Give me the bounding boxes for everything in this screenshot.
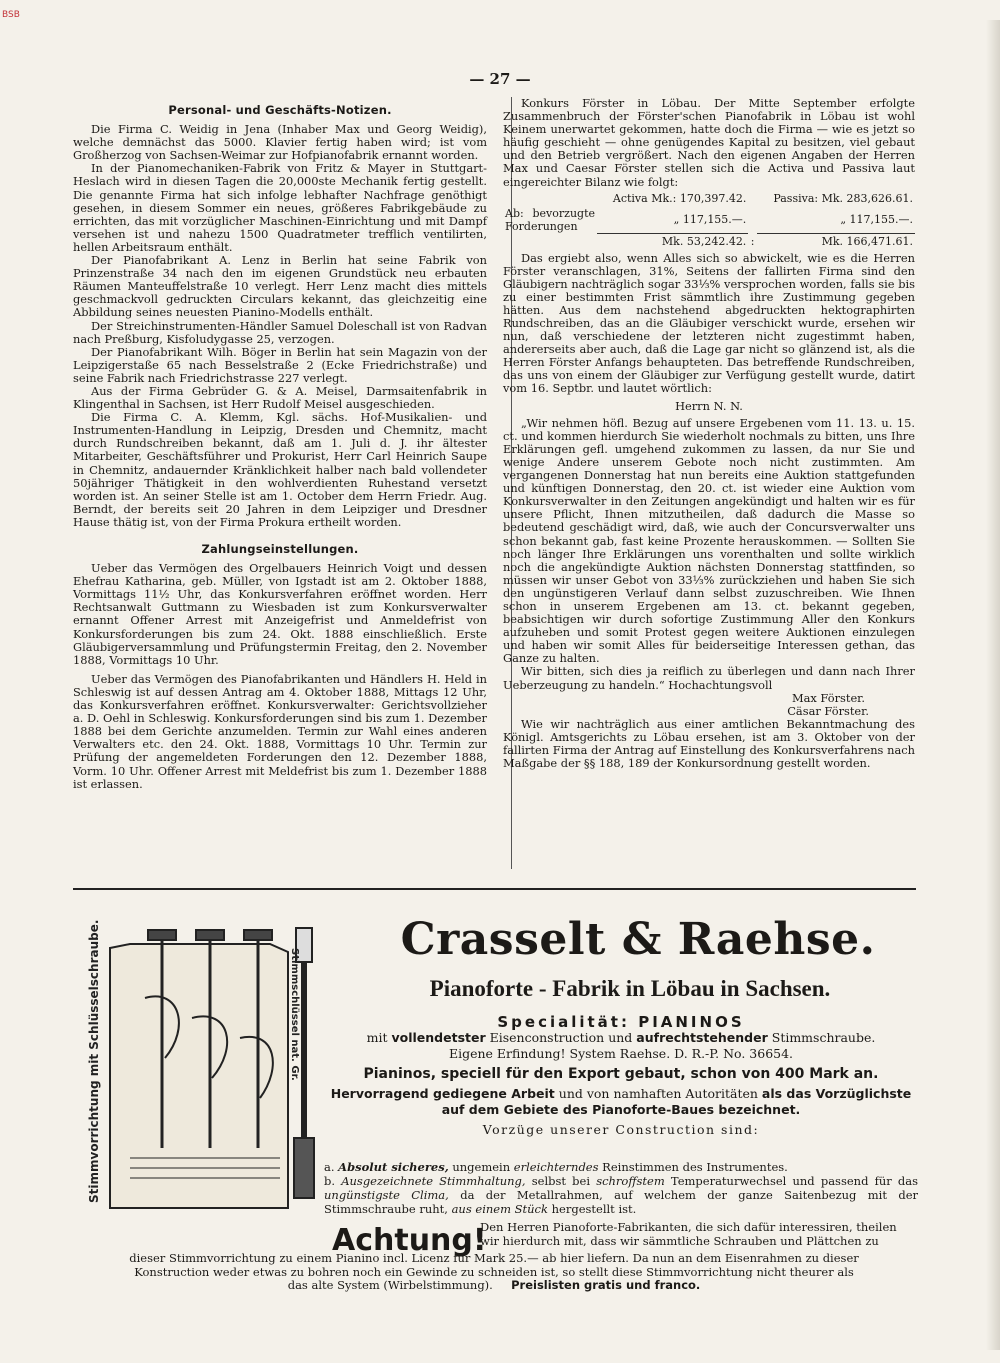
adv-b-em4: aus einem Stück [451, 1202, 548, 1216]
passiva-label: Passiva: [773, 191, 819, 205]
advantages-list [324, 1160, 918, 1216]
signature-caesar: Cäsar Förster. [787, 703, 869, 718]
result-activa: Mk. 53,242.42. [661, 235, 747, 249]
result-passiva: Mk. 166,471.61. [821, 235, 913, 249]
construction-line [324, 1030, 918, 1046]
footer-line-1: dieser Stimmvorrichtung zu einem Pianino incl. Licenz für Mark 25.— ab hier liefern. Da nun an dem Eisenrahmen zu dieser [129, 1251, 859, 1265]
article-paragraph: Die Firma C. Weidig in Jena (Inhaber Max und Georg Weidig), welche demnächst das 5000. Klavier fertig haben wird; ist vom Großherzog von Sachsen-Weimar zur Hofpianofabrik ernannt worden. [73, 122, 487, 163]
l1c: Eisenconstruction und [489, 1030, 633, 1045]
adv-a-em2: erleichterndes [513, 1160, 599, 1174]
ab-passiva: „ 117,155.—. [757, 206, 915, 234]
passiva-value: Mk. 283,626.61. [821, 191, 913, 205]
l4b: und von namhaften Autoritäten [558, 1086, 758, 1101]
advantage-b [324, 1174, 918, 1216]
adv-b-rest: Temperaturwechsel und passend für das [670, 1174, 919, 1188]
ab-label: Ab: bevorzugte Forderungen [505, 206, 595, 233]
signature-max: Max Förster. [791, 690, 865, 705]
export-line: Pianinos, speciell für den Export gebaut, schon von 400 Mark an. [363, 1066, 879, 1082]
l4a: Hervorragend gediegene Arbeit [330, 1086, 555, 1101]
l1d: aufrechtstehender [636, 1030, 768, 1045]
footer-line-3b: Preislisten gratis und franco. [511, 1278, 701, 1292]
article-paragraph: Der Pianofabrikant A. Lenz in Berlin hat seine Fabrik von Prinzenstraße 34 nach den im eigenen Grundstück neu erbauten Räumen Manteuffelstraße 10 verlegt. Herr Lenz macht dies mittels geschmackvoll gedruckten Circulars kekannt, das gleichzeitig eine Abbildung seines neuesten Pianino-Modells enthält. [73, 253, 487, 320]
ad-lines [324, 1014, 918, 1138]
tuning-mechanism-illustration [70, 908, 316, 1218]
article-paragraph: Der Streichinstrumenten-Händler Samuel Doleschall ist von Radvan nach Preßburg, Kisfoludygasse 25, verzogen. [73, 318, 487, 346]
footer-line-3 [70, 1279, 918, 1293]
adv-b-mid: selbst bei [531, 1174, 591, 1188]
adv-b-em3: ungünstigste Clima, [324, 1188, 449, 1202]
konkurs-intro: Konkurs Förster in Löbau. Der Mitte September erfolgte Zusammenbruch der Förster'schen Pianofabrik in Löbau ist wohl Keinem unerwartet gekommen, hatte doch die Firma — wie es jetzt so häufig geschieht — ohne genügendes Kapital zu besitzen, viel gebaut und den Betrieb vergrößert. Nach den eigenen Angaben der Herren Max und Caesar Förster stellen sich die Activa und Passiva laut eingereichter Bilanz wie folgt: [503, 96, 915, 189]
adv-b-label: b. [324, 1174, 336, 1188]
article-paragraph: In der Pianomechaniken-Fabrik von Fritz & Mayer in Stuttgart-Heslach wird in diesen Tagen die 20,000ste Mechanik fertig gestellt. Die genannte Firma hat sich infolge lebhafter Nachfrage genöthigt gesehen, in diesem Sommer ein neues, größeres Fabrikgebäude zu errichten, das mit vorzüglicher Maschinen-Einrichtung und mit Dampf versehen ist und nahezu 1500 Quadratmeter trefflich ventilirten, hellen Arbeitsraum enthält. [73, 161, 487, 254]
advantages-heading: Vorzüge unserer Construction sind: [482, 1122, 760, 1137]
l4c: als das Vorzüglichste [761, 1086, 912, 1101]
page-edge-shadow [986, 20, 1000, 1350]
adv-b-rest3: hergestellt ist. [551, 1202, 637, 1216]
result-colon: : [750, 235, 755, 249]
balance-table [503, 191, 915, 250]
l1a: mit [366, 1030, 388, 1045]
section-heading-zahlung: Zahlungseinstellungen. [201, 542, 359, 556]
letter-body: „Wir nehmen höfl. Bezug auf unsere Ergebenen vom 11. 13. u. 15. ct. und kommen hierdurch Sie wiederholt nochmals zu bitten, uns Ihre Erklärungen gefl. umgehend zukommen zu lassen, da nur Sie und wenige Andere unserem Gebote noch nicht zustimmten. Am vergangenen Donnerstag hat nun bereits eine Auktion stattgefunden und künftigen Donnerstag, den 20. ct. ist wieder eine Auktion vom Konkursverwalter in den Zeitungen angekündigt und halten wir es für unsere Pflicht, Ihnen mitzutheilen, daß dadurch die Masse so bedeutend geschädigt wird, daß, wie auch der Concursverwalter uns schon bekannt gab, fast keine Prozente herauskommen. — Sollten Sie noch länger Ihre Erklärungen uns vorenthalten und sollte wirklich noch die angekündigte Auktion nächsten Donnerstag stattfinden, so müssen wir unser Gebot von 33⅓% zurückziehen und haben Sie sich den ungünstigeren Verlauf dann selbst zuzuschreiben. Wie Ihnen schon in unserem Ergebenen am 13. ct. bekannt gegeben, beabsichtigen wir durch sofortige Zustimmung Aller den Konkurs aufzuheben und somit Protest gegen weitere Auktionen einzulegen und haben wir somit Alles für beiderseitige Interessen gethan, das Ganze zu halten. [503, 415, 915, 666]
adv-a-em: Absolut sicheres, [338, 1160, 449, 1174]
section-heading-personal: Personal- und Geschäfts-Notizen. [168, 103, 392, 117]
konkurs-outro: Wie wir nachträglich aus einer amtlichen Bekanntmachung des Königl. Amtsgerichts zu Löbau ersehen, ist am 3. Oktober von der fallirten Firma der Antrag auf Einstellung des Konkursverfahrens nach Maßgabe der §§ 188, 189 der Konkursordnung gestellt worden. [503, 716, 915, 771]
page-number: — 27 — [469, 70, 531, 88]
adv-b-em2: schroffstem [596, 1174, 665, 1188]
ad-footer [70, 1252, 918, 1293]
quality-line-2: auf dem Gebiete des Pianoforte-Baues bezeichnet. [441, 1102, 801, 1117]
letter-salutation: Herrn N. N. [675, 398, 743, 413]
letter-close: Wir bitten, sich dies ja reiflich zu überlegen und dann nach Ihrer Ueberzeugung zu handeln.“ Hochachtungsvoll [503, 664, 915, 692]
article-paragraph: Die Firma C. A. Klemm, Kgl. sächs. Hof-Musikalien- und Instrumenten-Handlung in Leipzig, Dresden und Chemnitz, macht durch Rundschreiben bekannt, daß am 1. Juli d. J. ihr ältester Mitarbeiter, Geschäftsführer und Prokurist, Herr Carl Heinrich Saupe in Chemnitz, andauernder Kränklichkeit halber nach bald vollendeter 50jähriger Thätigkeit in den wohlverdienten Ruhestand versetzt worden ist. An seiner Stelle ist am 1. October dem Herrn Friedr. Aug. Berndt, der bereits seit 20 Jahren in dem Leipziger und Dresdner Hause thätig ist, von der Firma Prokura ertheilt worden. [73, 410, 487, 529]
factory-subtitle: Pianoforte - Fabrik in Löbau in Sachsen. [429, 976, 831, 1001]
ab-activa: „ 117,155.—. [597, 206, 748, 234]
achtung-text: Den Herren Pianoforte-Fabrikanten, die sich dafür interessiren, theilen wir hierdurch mit, dass wir sämmtliche Schrauben und Plättchen zu [480, 1220, 897, 1248]
left-column [73, 100, 487, 791]
konkurs-analysis: Das ergiebt also, wenn Alles sich so abwickelt, wie es die Herren Förster veranschlagen, 31%, Seitens der fallirten Firma sind den Gläubigern nachträglich sogar 33⅓% versprochen worden, falls sie bis zu einer bestimmten Frist sämmtlich ihre Zustimmung gegeben hätten. Aus dem nachstehend abgedruckten hektographirten Rundschreiben, das an die Gläubiger verschickt wurde, ersehen wir nun, daß verschiedene der letzteren nicht zugestimmt haben, andererseits aber auch, daß die Lage gar nicht so glänzend ist, als die Herren Förster Anfangs behaupteten. Das betreffende Rundschreiben, das uns von einem der Gläubiger zur Verfügung gestellt wurde, datirt vom 16. Septbr. und lautet wörtlich: [503, 250, 915, 396]
achtung-heading: Achtung! [332, 1223, 487, 1258]
footer-line-2: Konstruction weder etwas zu bohren noch ein Gewinde zu schneiden ist, so stellt diese Stimmvorrichtung nicht theurer als [134, 1264, 854, 1279]
illustration-label-right: Stimmschlüssel nat. Gr. [289, 948, 300, 1081]
l1e: Stimmschraube. [771, 1030, 876, 1045]
quality-line [324, 1086, 918, 1102]
illustration-label-left: Stimmvorrichtung mit Schlüsselschraube. [87, 919, 101, 1203]
adv-b-em: Ausgezeichnete Stimmhaltung, [341, 1174, 526, 1188]
l1b: vollendetster [391, 1030, 486, 1045]
advertisement-rule [73, 888, 916, 890]
activa-label: Activa [612, 191, 648, 205]
footer-line-3a: das alte System (Wirbelstimmung). [287, 1278, 493, 1292]
advantage-a [324, 1160, 918, 1174]
article-paragraph: Aus der Firma Gebrüder G. & A. Meisel, Darmsaitenfabrik in Klingenthal in Sachsen, ist Herr Rudolf Meisel ausgeschieden. [73, 383, 487, 412]
adv-a-label: a. [324, 1160, 335, 1174]
library-watermark: BSB [2, 10, 20, 20]
adv-a-rest: Reinstimmen des Instrumentes. [602, 1160, 788, 1174]
brand-name: Crasselt & Raehse. [400, 914, 876, 965]
advertisement [70, 898, 918, 1318]
right-column [503, 97, 915, 770]
article-paragraph: Der Pianofabrikant Wilh. Böger in Berlin hat sein Magazin von der Leipzigerstaße 65 nach Besselstraße 2 (Ecke Friedrichstraße) und seine Fabrik nach Friedrichstrasse 227 verlegt. [73, 344, 487, 385]
article-paragraph: Ueber das Vermögen des Orgelbauers Heinrich Voigt und dessen Ehefrau Katharina, geb. Müller, von Igstadt ist am 2. Oktober 1888, Vormittags 11½ Uhr, das Konkursverfahren eröffnet worden. Herr Rechtsanwalt Guttmann zu Wiesbaden ist zum Konkursverwalter ernannt Offener Arrest mit Anzeigefrist und Anmeldefrist von Konkursforderungen bis zum 24. Okt. 1888 einschließlich. Erste Gläubigerversammlung und Prüfungstermin Freitag, den 2. November 1888, Vormittags 10 Uhr. [73, 561, 487, 667]
specialitaet-line: Specialität: PIANINOS [497, 1013, 745, 1031]
adv-b-rest2: da der Metallrahmen, auf welchem der ganze Saitenbezug mit der Stimmschraube ruht, [324, 1188, 919, 1216]
adv-a-mid: ungemein [452, 1160, 511, 1174]
patent-line: Eigene Erfindung! System Raehse. D. R.-P. No. 36654. [448, 1046, 794, 1061]
article-paragraph: Ueber das Vermögen des Pianofabrikanten und Händlers H. Held in Schleswig ist auf dessen Antrag am 4. Oktober 1888, Mittags 12 Uhr, das Konkursverfahren eröffnet. Konkursverwalter: Gerichtsvollzieher a. D. Oehl in Schleswig. Konkursforderungen sind bis zum 1. Dezember 1888 bei dem Gerichte anzumelden. Termin zur Wahl eines anderen Verwalters etc. den 24. Okt. 1888, Vormittags 10 Uhr. Termin zur Prüfung der angemeldeten Forderungen den 12. Dezember 1888, Vorm. 10 Uhr. Offener Arrest mit Meldefrist bis zum 1. Dezember 1888 ist erlassen. [73, 671, 487, 791]
activa-value: Mk.: 170,397.42. [651, 191, 747, 205]
